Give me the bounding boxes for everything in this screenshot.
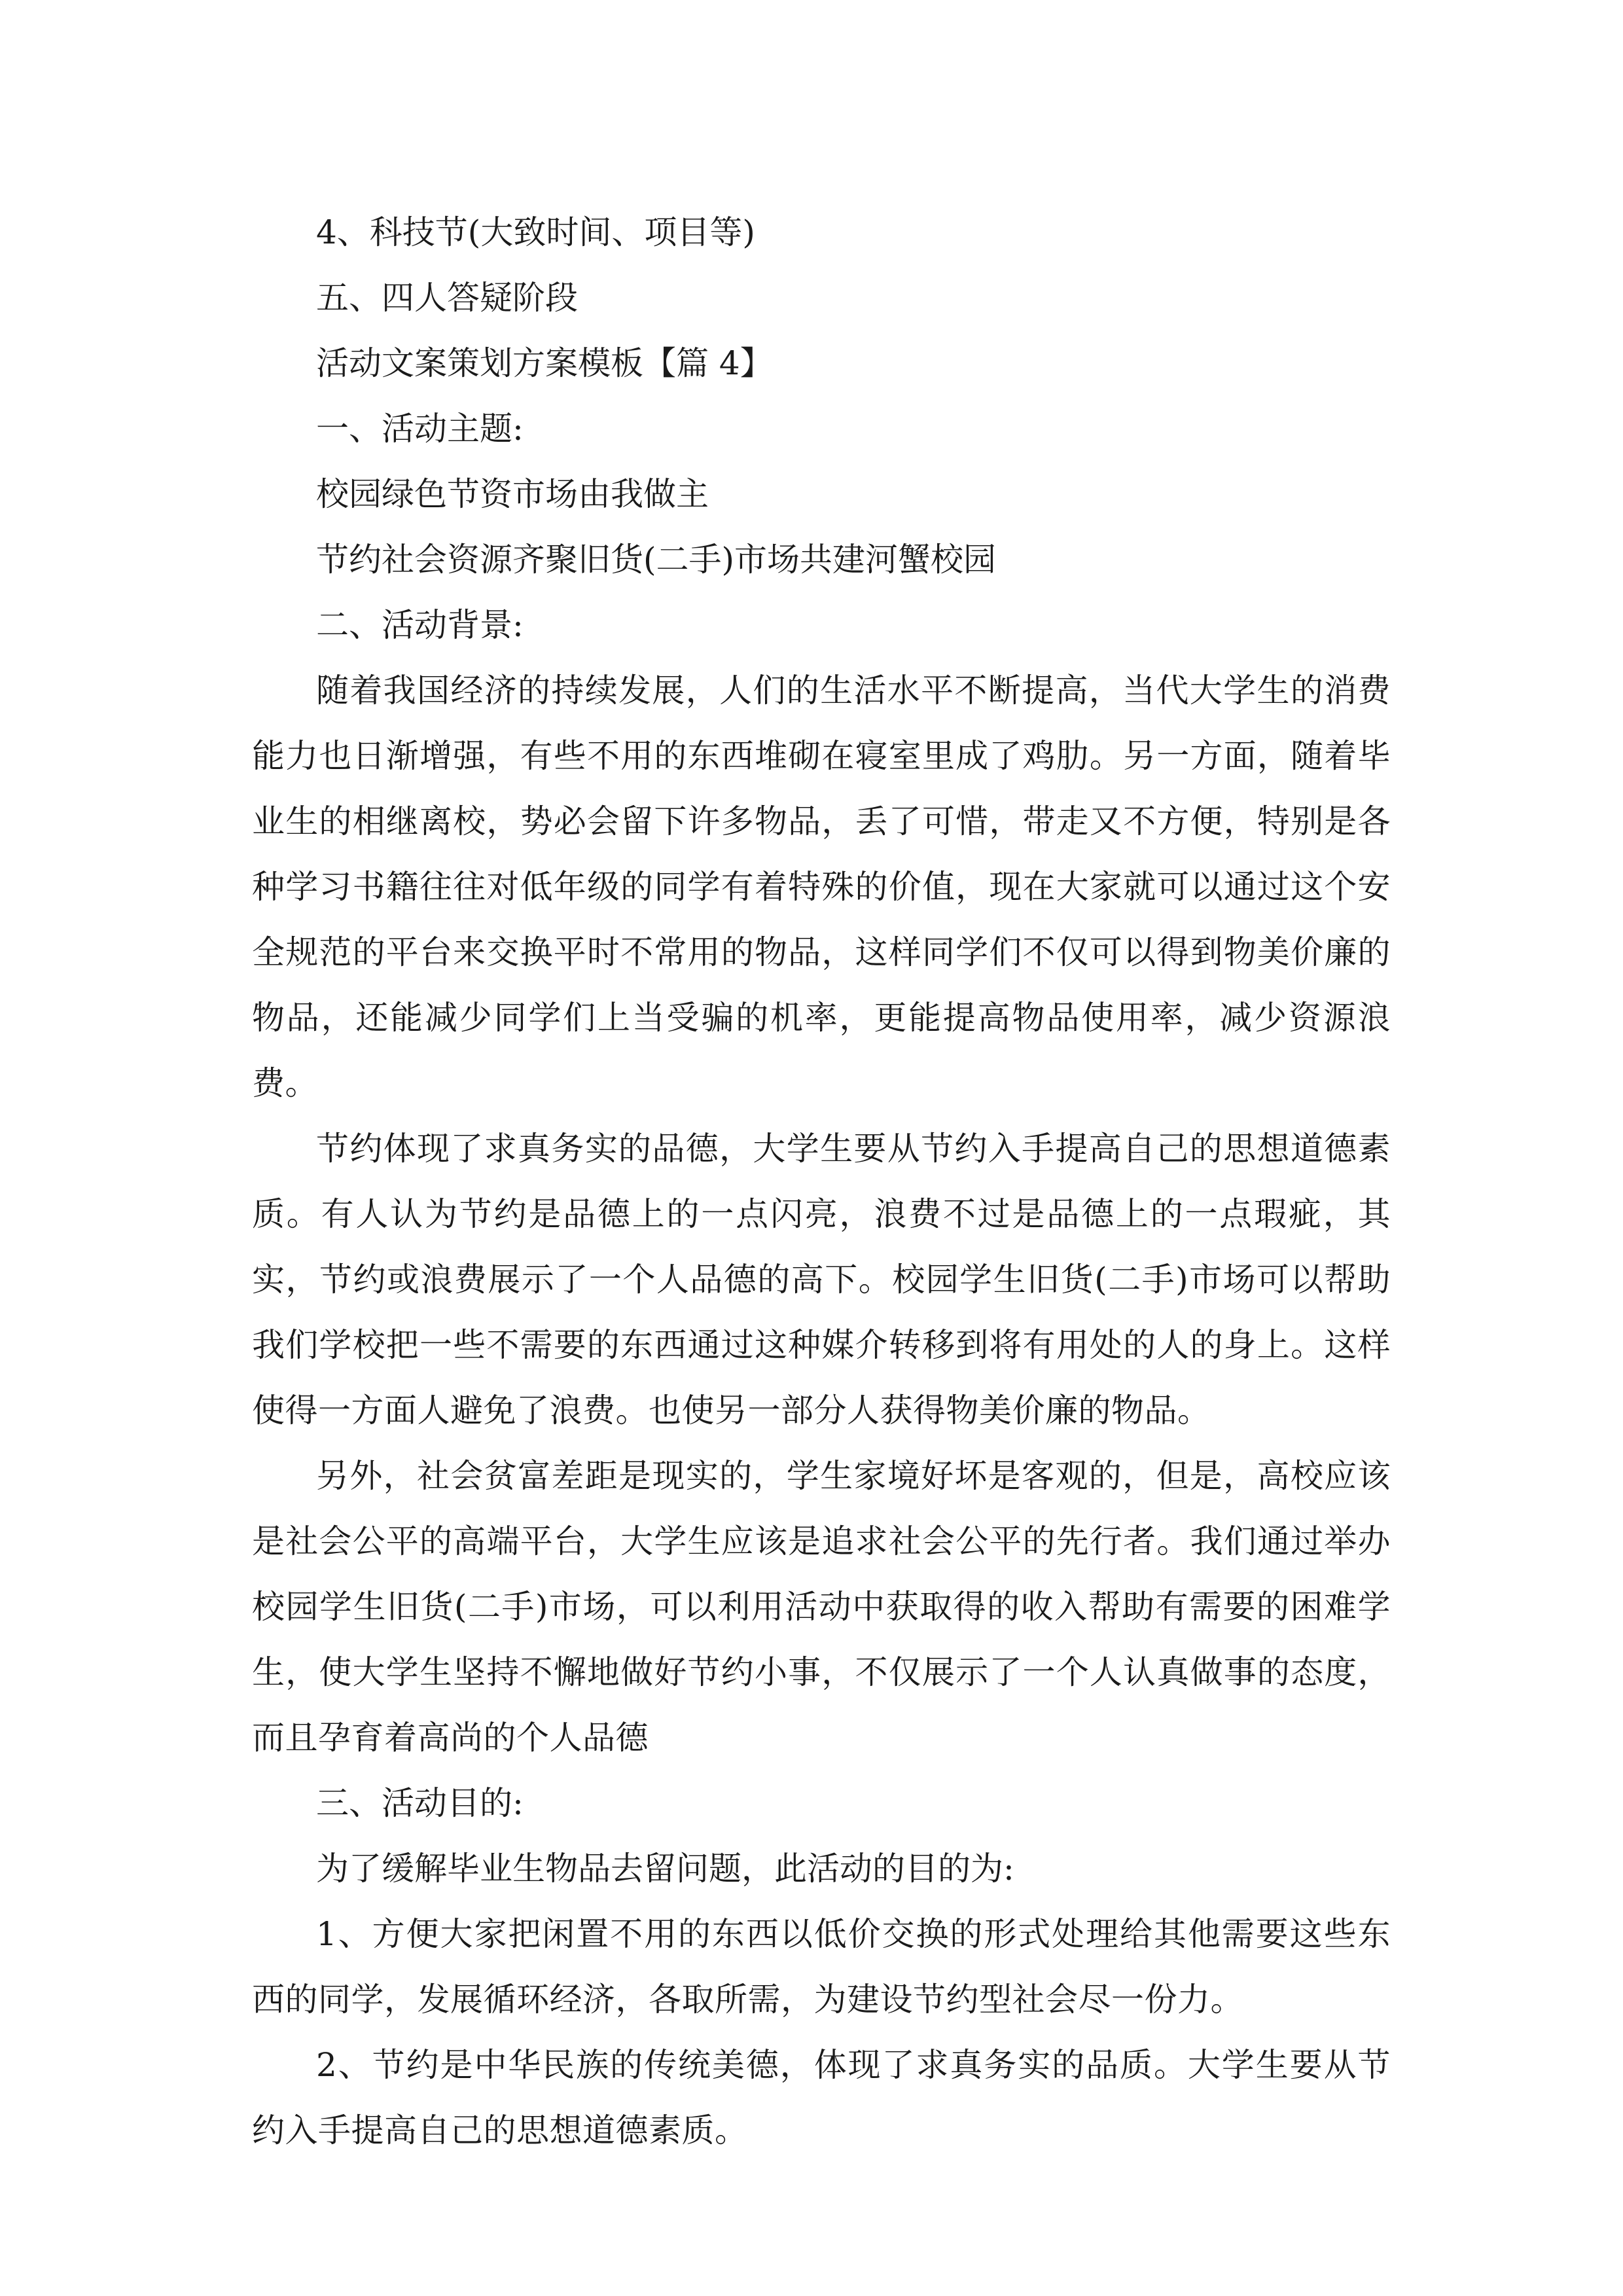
- background-paragraph-2: 节约体现了求真务实的品德，大学生要从节约入手提高自己的思想道德素质。有人认为节约是品德上的一点闪亮，浪费不过是品德上的一点瑕疵，其实，节约或浪费展示了一个人品德的高下。校园学生旧货(二手)市场可以帮助我们学校把一些不需要的东西通过这种媒介转移到将有用处的人的身上。这样使得一方面人避免了浪费。也使另一部分人获得物美价廉的物品。: [252, 1130, 1391, 1429]
- background-paragraph-1: 随着我国经济的持续发展，人们的生活水平不断提高，当代大学生的消费能力也日渐增强，有些不用的东西堆砌在寝室里成了鸡肋。另一方面，随着毕业生的相继离校，势必会留下许多物品，丢了可惜，带走又不方便，特别是各种学习书籍往往对低年级的同学有着特殊的价值，现在大家就可以通过这个安全规范的平台来交换平时不常用的物品，这样同学们不仅可以得到物美价廉的物品，还能减少同学们上当受骗的机率，更能提高物品使用率，减少资源浪费。: [252, 672, 1391, 1102]
- heading-activity-purpose: 三、活动目的:: [316, 1784, 524, 1822]
- purpose-item-1: 1、方便大家把闲置不用的东西以低价交换的形式处理给其他需要这些东西的同学，发展循环经济，各取所需，为建设节约型社会尽一份力。: [252, 1915, 1391, 2018]
- purpose-item-2: 2、节约是中华民族的传统美德，体现了求真务实的品质。大学生要从节约入手提高自己的思想道德素质。: [252, 2046, 1391, 2149]
- theme-line-2: 节约社会资源齐聚旧货(二手)市场共建河蟹校园: [316, 541, 997, 579]
- item-tech-festival: 4、科技节(大致时间、项目等): [316, 213, 755, 251]
- purpose-intro: 为了缓解毕业生物品去留问题，此活动的目的为:: [316, 1850, 1014, 1888]
- heading-activity-theme: 一、活动主题:: [316, 410, 524, 448]
- theme-line-1: 校园绿色节资市场由我做主: [316, 475, 709, 513]
- article-title: 活动文案策划方案模板【篇 4】: [316, 344, 773, 382]
- heading-activity-background: 二、活动背景:: [316, 606, 524, 644]
- background-paragraph-3: 另外，社会贫富差距是现实的，学生家境好坏是客观的，但是，高校应该是社会公平的高端平台，大学生应该是追求社会公平的先行者。我们通过举办校园学生旧货(二手)市场，可以利用活动中获取得的收入帮助有需要的困难学生，使大学生坚持不懈地做好节约小事，不仅展示了一个人认真做事的态度，而且孕育着高尚的个人品德: [252, 1457, 1391, 1757]
- document-body: [252, 200, 1391, 2163]
- section-qa-stage: 五、四人答疑阶段: [316, 279, 578, 317]
